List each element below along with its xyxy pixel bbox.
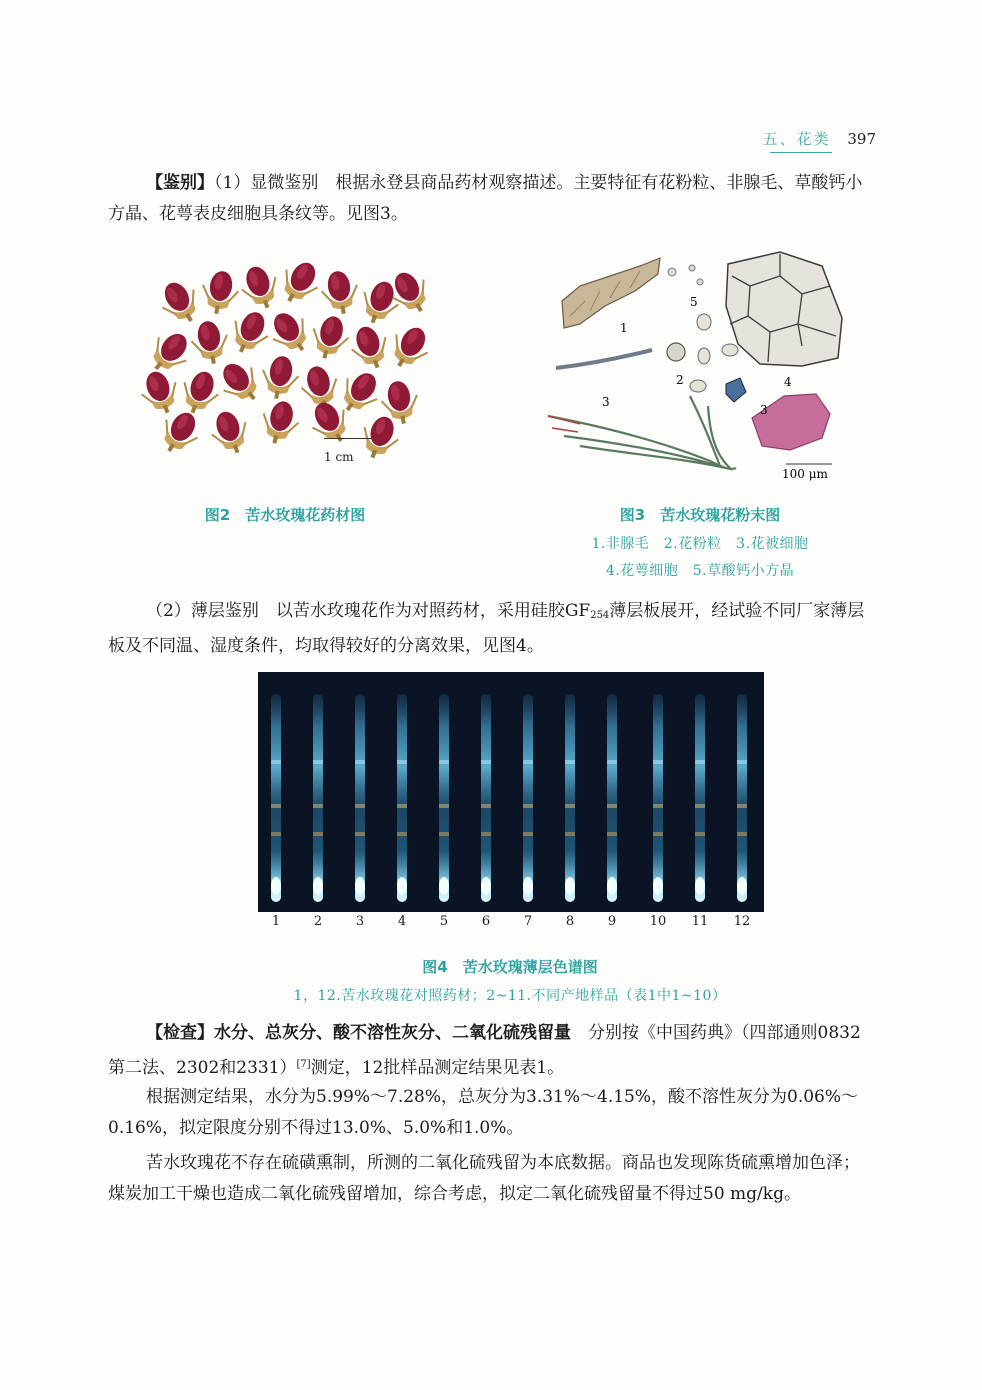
tlc-band <box>737 760 747 764</box>
rose-bud <box>176 366 225 419</box>
tlc-band <box>397 804 407 808</box>
tlc-band <box>481 760 491 764</box>
tlc-plate <box>258 672 764 912</box>
inspection-paragraph <box>108 1018 876 1084</box>
lane-label: 10 <box>649 914 667 929</box>
rose-bud <box>236 262 285 314</box>
rose-bud <box>333 364 387 420</box>
lane-label: 2 <box>313 914 323 929</box>
fibre <box>556 350 652 368</box>
tlc-band <box>565 760 575 764</box>
tlc-origin-spot <box>653 877 663 895</box>
figure2-caption: 图2 苦水玫瑰花药材图 <box>204 506 366 524</box>
figure2-photo <box>140 262 440 472</box>
tlc-band <box>695 832 705 836</box>
tlc-origin-spot <box>523 877 533 895</box>
crystal <box>689 265 695 271</box>
figure3-legend-line1: 1.非腺毛 2.花粉粒 3.花被细胞 <box>591 536 809 552</box>
tlc-band <box>271 832 281 836</box>
tlc-paragraph <box>108 596 876 662</box>
lane-labels <box>258 914 764 934</box>
header-underline <box>770 152 832 153</box>
tlc-band <box>653 832 663 836</box>
petal-cells-strip <box>562 258 660 328</box>
tlc-band <box>313 832 323 836</box>
tlc-band <box>313 804 323 808</box>
tlc-lane-3 <box>355 694 365 902</box>
tlc-lane-11 <box>695 694 705 902</box>
tlc-band <box>481 804 491 808</box>
lane-label: 6 <box>481 914 491 929</box>
calyx-cells <box>726 252 842 366</box>
non-glandular-hairs <box>548 396 736 470</box>
tlc-origin-spot <box>695 877 705 895</box>
tlc-origin-spot <box>565 877 575 895</box>
tlc-origin-spot <box>481 877 491 895</box>
tlc-band <box>439 832 449 836</box>
tlc-subscript: 254 <box>590 610 610 621</box>
lane-label: 7 <box>523 914 533 929</box>
rose-bud <box>142 324 197 380</box>
tlc-band <box>523 832 533 836</box>
inspection-text1: 分别按《中国药典》（四部通则0832第二法、2302和2331） <box>108 1023 861 1078</box>
tlc-band <box>653 804 663 808</box>
tlc-band <box>737 804 747 808</box>
pollen-grain <box>698 348 710 364</box>
tlc-band <box>607 832 617 836</box>
tlc-origin-spot <box>355 877 365 895</box>
tlc-band <box>355 804 365 808</box>
crystal-cluster <box>726 378 746 402</box>
tlc-band <box>653 760 663 764</box>
tlc-origin-spot <box>271 877 281 895</box>
powder-micrograph <box>540 246 860 486</box>
microscopic-text: （1）显微鉴别 根据永登县商品药材观察描述。主要特征有花粉粒、非腺毛、草酸钙小方晶、花萼表皮细胞具条纹等。见图3。 <box>108 173 863 224</box>
tlc-band <box>355 760 365 764</box>
tlc-origin-spot <box>607 877 617 895</box>
figure3-label: 4 <box>784 375 792 389</box>
rose-bud <box>346 321 395 374</box>
tlc-lane-1 <box>271 694 281 902</box>
tlc-band <box>397 832 407 836</box>
tlc-band <box>355 832 365 836</box>
lane-label: 4 <box>397 914 407 929</box>
sulfur-paragraph: 苦水玫瑰花不存在硫磺熏制，所测的二氧化硫残留为本底数据。商品也发现陈货硫熏增加色泽；煤炭加工干燥也造成二氧化硫残留增加，综合考虑，拟定二氧化硫残留量不得过50 mg/kg。 <box>108 1153 860 1204</box>
identification-paragraph <box>108 168 876 230</box>
rose-bud <box>213 354 268 410</box>
rose-bud <box>319 268 362 317</box>
figure3-caption: 图3 苦水玫瑰花粉末图 <box>619 506 781 524</box>
tlc-band <box>313 760 323 764</box>
tlc-band <box>607 804 617 808</box>
figure3-legend-line2: 4.花萼细胞 5.草酸钙小方晶 <box>605 563 795 579</box>
lane-label: 9 <box>607 914 617 929</box>
rose-bud <box>198 268 241 317</box>
tlc-plate-image <box>258 672 764 912</box>
pollen-grain <box>722 344 738 356</box>
inspection-items: 水分、总灰分、酸不溶性灰分、二氧化硫残留量 <box>214 1023 571 1043</box>
tlc-lane-8 <box>565 694 575 902</box>
figure3-label: 1 <box>620 321 628 335</box>
scale-bar <box>324 438 372 439</box>
tlc-lane-7 <box>523 694 533 902</box>
tlc-band <box>439 804 449 808</box>
rose-bud <box>206 406 255 459</box>
crystal <box>697 279 703 285</box>
identification-label: 【鉴别】 <box>146 173 214 193</box>
rose-bud <box>257 397 303 448</box>
rose-bud <box>263 304 317 360</box>
tlc-origin-spot <box>737 877 747 895</box>
tlc-origin-spot <box>313 877 323 895</box>
lane-label: 12 <box>733 914 751 929</box>
page-number: 397 <box>847 130 876 148</box>
rose-bud <box>154 275 207 330</box>
rose-buds-image <box>140 262 440 472</box>
tlc-origin-spot <box>439 877 449 895</box>
pollen-grain <box>697 314 711 330</box>
tlc-band <box>271 804 281 808</box>
tlc-lane-4 <box>397 694 407 902</box>
tlc-band <box>565 832 575 836</box>
tlc-band <box>481 832 491 836</box>
tlc-band <box>607 760 617 764</box>
section-title: 五、花类 <box>762 130 831 148</box>
tlc-band <box>737 832 747 836</box>
pollen-grain <box>667 343 685 361</box>
tlc-band <box>695 804 705 808</box>
tlc-lane-12 <box>737 694 747 902</box>
tlc-band <box>439 760 449 764</box>
lane-label: 5 <box>439 914 449 929</box>
tlc-band <box>565 804 575 808</box>
inspection-label: 【检查】 <box>146 1023 214 1043</box>
figure4-caption: 图4 苦水玫瑰薄层色谱图 <box>422 958 598 976</box>
running-header <box>0 128 876 150</box>
rose-bud <box>224 305 275 359</box>
tlc-text-part1: （2）薄层鉴别 以苦水玫瑰花作为对照药材，采用硅胶GF <box>146 601 591 621</box>
tlc-lane-2 <box>313 694 323 902</box>
rose-bud <box>189 318 232 367</box>
rose-bud <box>383 320 436 375</box>
lane-label: 8 <box>565 914 575 929</box>
reference-marker: [7] <box>296 1059 311 1070</box>
figure3-photo <box>540 246 860 486</box>
lane-label: 1 <box>271 914 281 929</box>
rose-bud <box>273 262 326 310</box>
results-paragraph: 根据测定结果，水分为5.99%～7.28%，总灰分为3.31%～4.15%，酸不溶性灰分为0.06%～0.16%，拟定限度分别不得过13.0%、5.0%和1.0%。 <box>108 1087 859 1138</box>
figure3-scale-label: 100 μm <box>782 467 828 481</box>
tlc-lane-10 <box>653 694 663 902</box>
rose-bud <box>258 353 301 402</box>
tlc-band <box>397 760 407 764</box>
tlc-text-part2: 薄层板展开，经试验不同厂家薄层板及不同温、湿度条件，均取得较好的分离效果，见图4。 <box>108 601 865 656</box>
figure3-label: 3 <box>602 395 610 409</box>
figure2-scale-label: 1 cm <box>324 450 354 464</box>
tlc-band <box>695 760 705 764</box>
figure4-legend: 1，12.苦水玫瑰花对照药材；2~11.不同产地样品（表1中1~10） <box>293 988 727 1004</box>
figure3-label: 2 <box>676 373 684 387</box>
tlc-origin-spot <box>397 877 407 895</box>
tlc-lane-6 <box>481 694 491 902</box>
tlc-lane-9 <box>607 694 617 902</box>
lane-label: 3 <box>355 914 365 929</box>
pollen-grain <box>690 380 706 392</box>
tlc-lane-5 <box>439 694 449 902</box>
figure3-label: 5 <box>690 295 698 309</box>
tlc-band <box>523 804 533 808</box>
lane-label: 11 <box>691 914 709 929</box>
tlc-band <box>271 760 281 764</box>
inspection-text2: 测定，12批样品测定结果见表1。 <box>310 1058 565 1078</box>
rose-bud <box>140 366 184 419</box>
crystal <box>668 268 676 276</box>
figure3-label: 3 <box>760 403 768 417</box>
rose-bud <box>307 312 353 363</box>
rose-bud <box>153 405 206 460</box>
tlc-band <box>523 760 533 764</box>
